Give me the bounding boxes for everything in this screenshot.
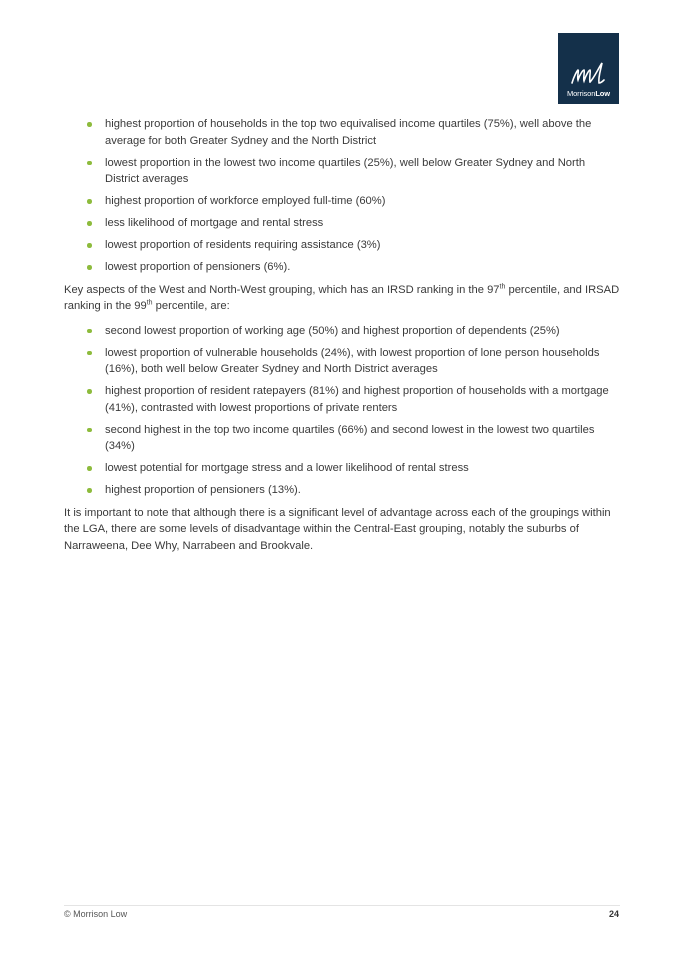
logo-wordmark xyxy=(567,89,610,98)
list-item: highest proportion of resident ratepayers (81%) and highest proportion of households with a mortgage (41%), contrasted with lowest proportions of private renters xyxy=(64,383,620,416)
list-item: lowest proportion in the lowest two income quartiles (25%), well below Greater Sydney and North District averages xyxy=(64,155,620,188)
list-item: second lowest proportion of working age (50%) and highest proportion of dependents (25%) xyxy=(64,323,620,340)
footer-copyright: © Morrison Low xyxy=(64,909,128,919)
morrison-low-logo xyxy=(558,33,619,104)
list-item: lowest potential for mortgage stress and a lower likelihood of rental stress xyxy=(64,460,620,477)
footer-divider xyxy=(64,905,620,906)
list-item: second highest in the top two income quartiles (66%) and second lowest in the lowest two quartiles (34%) xyxy=(64,422,620,455)
document-body xyxy=(64,116,620,554)
list-item: lowest proportion of residents requiring assistance (3%) xyxy=(64,237,620,254)
closing-paragraph: It is important to note that although there is a significant level of advantage across each of the groupings within the LGA, there are some levels of disadvantage within the Central-East grouping, notably the suburbs of Narraweena, Dee Why, Narrabeen and Brookvale. xyxy=(64,506,611,552)
advantage-list-central xyxy=(64,116,620,276)
list-item: lowest proportion of vulnerable households (24%), with lowest proportion of lone person households (16%), both well below Greater Sydney and North District averages xyxy=(64,345,620,378)
intro-paragraph: Key aspects of the West and North-West grouping, which has an IRSD ranking in the 97th percentile, and IRSAD ranking in the 99th percentile, are: xyxy=(64,282,620,312)
logo-word-bold: Low xyxy=(595,89,611,98)
list-item: highest proportion of households in the top two equivalised income quartiles (75%), well above the average for both Greater Sydney and the North District xyxy=(64,116,620,149)
west-northwest-aspects-list xyxy=(64,323,620,499)
list-item: highest proportion of workforce employed full-time (60%) xyxy=(64,193,620,210)
list-item: highest proportion of pensioners (13%). xyxy=(64,482,620,499)
logo-word-regular: Morrison xyxy=(566,89,596,98)
page-number: 24 xyxy=(608,909,619,919)
list-item: less likelihood of mortgage and rental stress xyxy=(64,215,620,232)
ml-monogram-icon xyxy=(568,61,610,87)
list-item: lowest proportion of pensioners (6%). xyxy=(64,259,620,276)
